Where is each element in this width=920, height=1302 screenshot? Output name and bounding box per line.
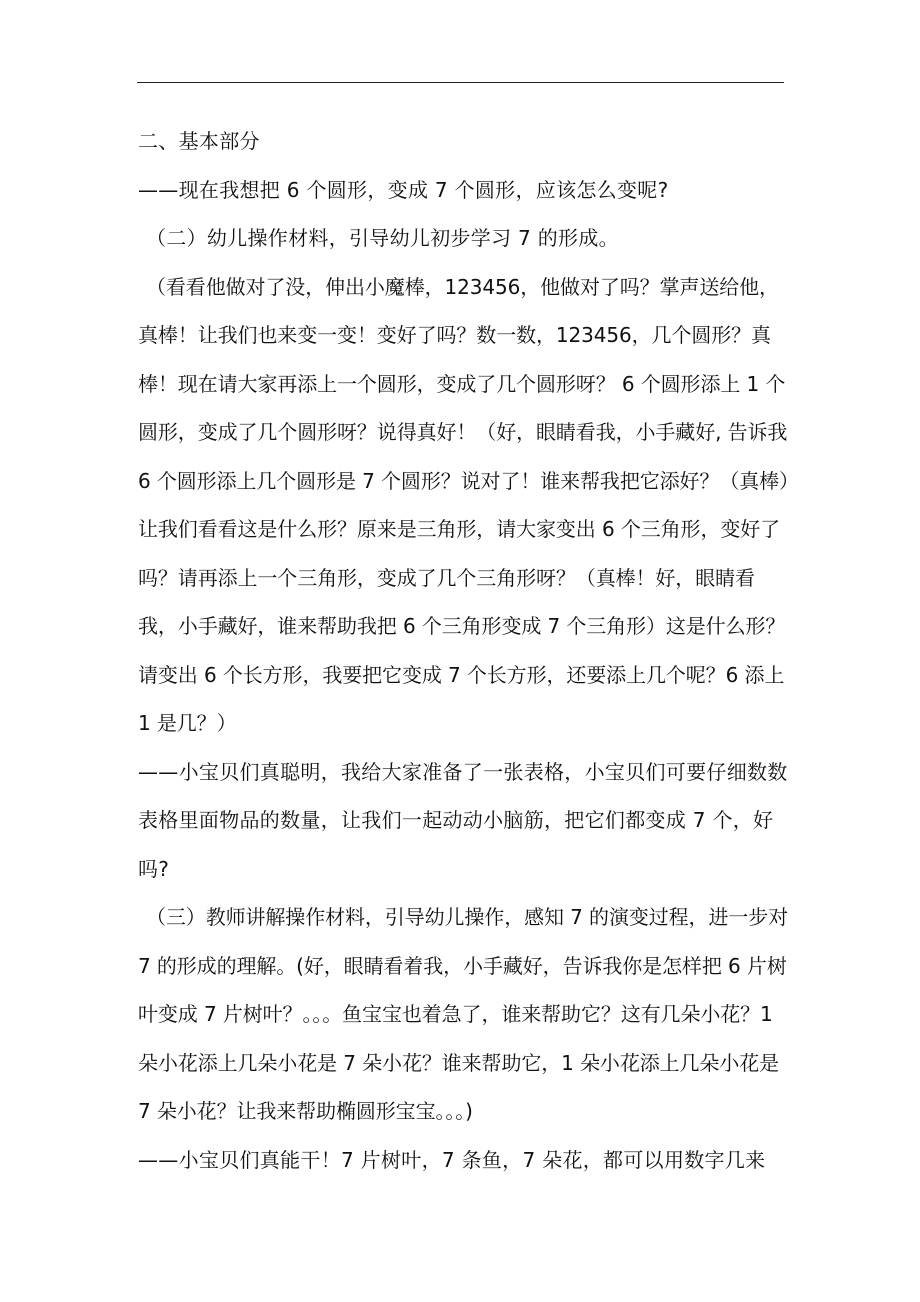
paragraph-step-three: （三）教师讲解操作材料，引导幼儿操作，感知 7 的演变过程，进一步对 7 的形成的理解。(好，眼睛看着我，小手藏好，告诉我你是怎样把 6 片树叶变成 7 片树叶？。。。鱼宝宝也着急了，谁来帮助它？这有几朵小花？1 朵小花添上几朵小花是 7 朵小花？谁来帮助它，1 朵小花添上几朵小花是 7 朵小花？让我来帮助椭圆形宝宝。。。) <box>138 905 789 1123</box>
paragraph-table-intro: ——小宝贝们真聪明，我给大家准备了一张表格，小宝贝们可要仔细数数表格里面物品的数量，让我们一起动动小脑筋，把它们都变成 7 个，好吗? <box>138 759 788 881</box>
paragraph-question-circles: ——现在我想把 6 个圆形，变成 7 个圆形，应该怎么变呢? <box>138 177 669 202</box>
paragraph-teacher-dialogue: （看看他做对了没，伸出小魔棒，123456，他做对了吗？掌声送给他，真棒！让我们也来变一变！变好了吗？数一数，123456，几个圆形？真棒！现在请大家再添上一个圆形，变成了几个圆形呀？ 6 个圆形添上 1 个圆形，变成了几个圆形呀？说得真好！（好，眼睛看我，小手藏好, 告诉我 6 个圆形添上几个圆形是 7 个圆形？说对了！谁来帮我把它添好？（真棒）让我们看看这是什么形？原来是三角形，请大家变出 6 个三角形，变好了吗？请再添上一个三角形，变成了几个三角形呀？（真棒！好，眼睛看我，小手藏好，谁来帮助我把 6 个三角形变成 7 个三角形）这是什么形？请变出 6 个长方形，我要把它变成 7 个长方形，还要添上几个呢？6 添上 1 是几？） <box>138 274 789 735</box>
header-rule <box>137 82 784 83</box>
paragraph-step-two: （二）幼儿操作材料，引导幼儿初步学习 7 的形成。 <box>146 226 619 250</box>
document-body <box>138 117 790 1184</box>
paragraph-summary: ——小宝贝们真能干！7 片树叶，7 条鱼，7 朵花，都可以用数字几来 <box>138 1147 766 1172</box>
section-heading: 二、基本部分 <box>138 129 260 153</box>
